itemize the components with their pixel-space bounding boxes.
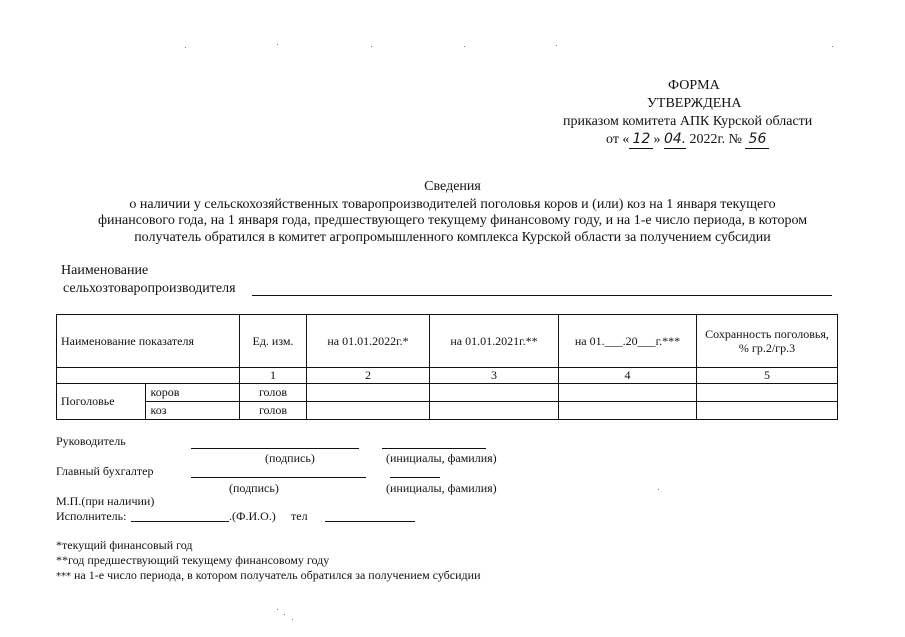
doc-title-line-2: финансового года, на 1 января года, предшествующего текущему финансовому году, и на 1-е число периода, в котором bbox=[97, 213, 808, 228]
accountant-initials-line[interactable] bbox=[390, 477, 440, 478]
table-row bbox=[57, 384, 838, 402]
col-number: 5 bbox=[697, 368, 838, 384]
phone-label: тел bbox=[291, 509, 308, 523]
doc-title-line-1: о наличии у сельскохозяйственных товаропроизводителей поголовья коров и (или) коз на 1 января текущего bbox=[129, 197, 776, 212]
stamp-label: М.П.(при наличии) bbox=[56, 494, 155, 508]
accountant-signature-line[interactable] bbox=[191, 477, 366, 478]
cell-goats-period[interactable] bbox=[559, 402, 697, 420]
row-label-cows: коров bbox=[146, 384, 240, 402]
cell-cows-period[interactable] bbox=[559, 384, 697, 402]
livestock-table bbox=[56, 314, 838, 420]
col-header-unit: Ед. изм. bbox=[240, 315, 307, 368]
cell-cows-preservation[interactable] bbox=[697, 384, 838, 402]
doc-heading: Сведения bbox=[424, 179, 481, 194]
scan-speck bbox=[284, 614, 285, 615]
handwritten-number: 56 bbox=[745, 130, 769, 149]
cell-goats-preservation[interactable] bbox=[697, 402, 838, 420]
cell-cows-2021[interactable] bbox=[430, 384, 559, 402]
scan-speck bbox=[277, 609, 278, 610]
doc-title-line-3: получатель обратился в комитет агропромышленного комплекса Курской области за получением субсидии bbox=[134, 230, 771, 245]
order-date bbox=[606, 130, 769, 149]
form-label: ФОРМА bbox=[668, 78, 720, 93]
scan-speck bbox=[277, 44, 278, 45]
date-quote: » bbox=[653, 132, 661, 147]
date-prefix: от « bbox=[606, 132, 630, 147]
table-row bbox=[57, 402, 838, 420]
producer-name-line[interactable] bbox=[252, 295, 832, 296]
col-header-2022: на 01.01.2022г.* bbox=[307, 315, 430, 368]
col-number: 1 bbox=[240, 368, 307, 384]
col-number: 4 bbox=[559, 368, 697, 384]
head-signature-caption: (подпись) bbox=[265, 451, 315, 465]
footnote-3-mark: *** bbox=[56, 571, 71, 582]
scan-speck bbox=[371, 46, 372, 47]
col-number-empty bbox=[57, 368, 240, 384]
col-number: 2 bbox=[307, 368, 430, 384]
footnote-1: *текущий финансовый год bbox=[56, 538, 193, 552]
footnote-3-text: на 1-е число периода, в котором получатель обратился за получением субсидии bbox=[71, 568, 481, 582]
cell-goats-2022[interactable] bbox=[307, 402, 430, 420]
group-label-livestock: Поголовье bbox=[57, 384, 146, 420]
footnote-3 bbox=[56, 568, 481, 584]
scan-speck bbox=[556, 45, 557, 46]
cell-cows-2022[interactable] bbox=[307, 384, 430, 402]
head-label: Руководитель bbox=[56, 434, 126, 448]
phone-line[interactable] bbox=[325, 521, 415, 522]
accountant-signature-caption: (подпись) bbox=[229, 481, 279, 495]
handwritten-day: 12 bbox=[629, 130, 653, 149]
order-label: приказом комитета АПК Курской области bbox=[563, 114, 813, 129]
col-header-preservation: Сохранность поголовья, % гр.2/гр.3 bbox=[697, 315, 838, 368]
footnote-2: **год предшествующий текущему финансовому году bbox=[56, 553, 330, 567]
accountant-initials-caption: (инициалы, фамилия) bbox=[386, 481, 497, 495]
head-signature-line[interactable] bbox=[191, 448, 359, 449]
row-unit-cows: голов bbox=[240, 384, 307, 402]
producer-label-1: Наименование bbox=[61, 263, 149, 278]
scan-speck bbox=[464, 46, 465, 47]
scan-speck bbox=[832, 46, 833, 47]
scan-speck bbox=[292, 619, 293, 620]
row-label-goats: коз bbox=[146, 402, 240, 420]
approved-label: УТВЕРЖДЕНА bbox=[647, 96, 742, 111]
col-header-period: на 01.___.20___г.*** bbox=[559, 315, 697, 368]
executor-fio-caption: .(Ф.И.О.) bbox=[229, 509, 276, 523]
accountant-label: Главный бухгалтер bbox=[56, 464, 154, 478]
executor-label: Исполнитель: bbox=[56, 509, 127, 523]
head-initials-line[interactable] bbox=[382, 448, 486, 449]
head-initials-caption: (инициалы, фамилия) bbox=[386, 451, 497, 465]
executor-name-line[interactable] bbox=[131, 521, 229, 522]
scan-speck bbox=[658, 489, 659, 490]
date-year: 2022г. № bbox=[689, 132, 742, 147]
col-header-indicator: Наименование показателя bbox=[57, 315, 240, 368]
row-unit-goats: голов bbox=[240, 402, 307, 420]
producer-label-2: сельхозтоваропроизводителя bbox=[63, 281, 236, 296]
scan-speck bbox=[185, 47, 186, 48]
handwritten-month: 04. bbox=[663, 131, 687, 147]
col-header-2021: на 01.01.2021г.** bbox=[430, 315, 559, 368]
cell-goats-2021[interactable] bbox=[430, 402, 559, 420]
col-number: 3 bbox=[430, 368, 559, 384]
